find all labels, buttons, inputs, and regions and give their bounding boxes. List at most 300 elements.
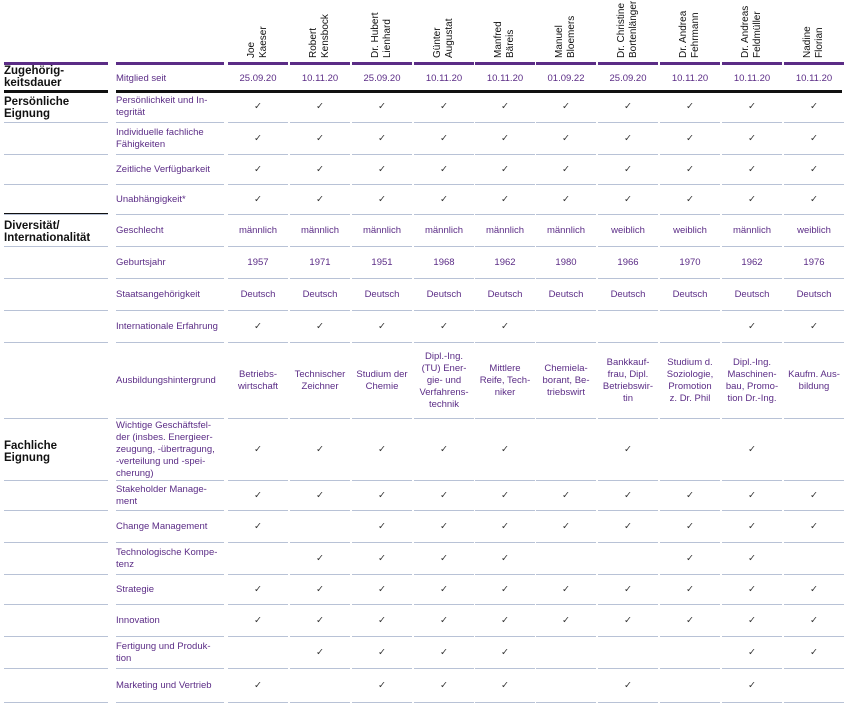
- member-first-name: Dr. Andreas: [740, 5, 751, 58]
- check-icon: ✓: [562, 164, 570, 175]
- cell-value: 10.11.20: [301, 73, 339, 84]
- row-separator: [598, 542, 658, 543]
- cell-value: 10.11.20: [671, 73, 709, 84]
- row-separator: [660, 342, 720, 343]
- cell-value: Deutsch: [796, 289, 832, 300]
- row-separator: [414, 604, 474, 605]
- row-separator: [116, 510, 224, 511]
- check-icon: ✓: [254, 444, 262, 455]
- member-name: [740, 0, 764, 58]
- row-separator: [475, 184, 535, 185]
- check-icon: ✓: [810, 194, 818, 205]
- check-icon: ✓: [440, 133, 448, 144]
- row-separator: [475, 480, 535, 481]
- row-label: Technologische Kompe- tenz: [116, 547, 218, 570]
- row-separator: [475, 418, 535, 419]
- member-last-name: Bäreis: [505, 29, 516, 58]
- row-separator: [228, 510, 288, 511]
- row-separator: [660, 636, 720, 637]
- row-separator: [722, 604, 782, 605]
- row-separator: [290, 184, 350, 185]
- row-separator: [536, 154, 596, 155]
- row-separator: [598, 636, 658, 637]
- check-icon: ✓: [254, 490, 262, 501]
- check-icon: ✓: [686, 164, 694, 175]
- row-separator: [352, 604, 412, 605]
- row-separator: [660, 574, 720, 575]
- row-separator: [4, 510, 108, 511]
- row-separator: [536, 310, 596, 311]
- row-separator: [660, 702, 720, 703]
- row-separator: [116, 636, 224, 637]
- row-separator: [475, 604, 535, 605]
- check-icon: ✓: [316, 490, 324, 501]
- check-icon: ✓: [810, 101, 818, 112]
- cell-value: 1976: [803, 257, 825, 268]
- row-separator: [660, 214, 720, 215]
- cell-value: 10.11.20: [733, 73, 771, 84]
- row-label: Geschlecht: [116, 225, 164, 236]
- check-icon: ✓: [254, 680, 262, 691]
- check-icon: ✓: [748, 521, 756, 532]
- row-separator: [784, 604, 844, 605]
- row-separator: [228, 480, 288, 481]
- check-icon: ✓: [624, 521, 632, 532]
- row-separator: [414, 418, 474, 419]
- row-separator: [722, 542, 782, 543]
- check-icon: ✓: [686, 133, 694, 144]
- row-separator: [784, 184, 844, 185]
- row-separator: [598, 418, 658, 419]
- row-separator: [4, 122, 108, 123]
- row-separator: [352, 342, 412, 343]
- row-separator: [414, 574, 474, 575]
- row-separator: [414, 480, 474, 481]
- check-icon: ✓: [501, 164, 509, 175]
- cell-value: Technischer Zeichner: [294, 369, 346, 392]
- check-icon: ✓: [810, 321, 818, 332]
- cell-value: 01.09.22: [547, 73, 585, 84]
- row-separator: [598, 702, 658, 703]
- check-icon: ✓: [686, 615, 694, 626]
- row-separator: [660, 278, 720, 279]
- cell-value: Kaufm. Aus- bildung: [788, 369, 840, 392]
- row-separator: [352, 480, 412, 481]
- member-header: [598, 0, 658, 64]
- row-separator: [722, 574, 782, 575]
- row-separator: [352, 542, 412, 543]
- check-icon: ✓: [378, 521, 386, 532]
- row-separator: [475, 310, 535, 311]
- section-divider: [4, 90, 108, 93]
- row-separator: [722, 184, 782, 185]
- row-separator: [722, 510, 782, 511]
- cell-value: Deutsch: [734, 289, 770, 300]
- check-icon: ✓: [748, 444, 756, 455]
- header-rule-column: [414, 62, 474, 65]
- row-separator: [784, 636, 844, 637]
- row-separator: [290, 342, 350, 343]
- member-last-name: Fehrmann: [690, 12, 701, 58]
- check-icon: ✓: [378, 133, 386, 144]
- cell-value: Deutsch: [548, 289, 584, 300]
- row-separator: [660, 542, 720, 543]
- cell-value: 25.09.20: [239, 73, 277, 84]
- row-separator: [4, 418, 108, 419]
- row-separator: [352, 668, 412, 669]
- cell-value: 1951: [371, 257, 393, 268]
- row-separator: [598, 246, 658, 247]
- row-separator: [228, 154, 288, 155]
- row-separator: [784, 418, 844, 419]
- member-name: [678, 0, 702, 58]
- member-first-name: Nadine: [802, 26, 813, 58]
- row-separator: [290, 542, 350, 543]
- cell-value: Dipl.-Ing. (TU) Ener- gie- und Verfahrens- technik: [419, 351, 469, 410]
- row-separator: [4, 574, 108, 575]
- row-separator: [784, 154, 844, 155]
- row-separator: [290, 154, 350, 155]
- row-separator: [598, 510, 658, 511]
- cell-value: weiblich: [611, 225, 645, 236]
- cell-value: Deutsch: [610, 289, 646, 300]
- member-last-name: Augustat: [444, 18, 455, 58]
- row-separator: [228, 542, 288, 543]
- check-icon: ✓: [748, 615, 756, 626]
- check-icon: ✓: [501, 444, 509, 455]
- check-icon: ✓: [748, 680, 756, 691]
- check-icon: ✓: [378, 584, 386, 595]
- row-separator: [352, 702, 412, 703]
- row-label: Individuelle fachliche Fähigkeiten: [116, 127, 204, 150]
- row-separator: [290, 122, 350, 123]
- member-name: [493, 0, 517, 58]
- check-icon: ✓: [501, 101, 509, 112]
- row-separator: [722, 636, 782, 637]
- row-separator: [4, 668, 108, 669]
- row-separator: [475, 510, 535, 511]
- cell-value: männlich: [732, 225, 772, 236]
- row-separator: [598, 154, 658, 155]
- row-separator: [414, 702, 474, 703]
- check-icon: ✓: [316, 615, 324, 626]
- member-first-name: Günter: [432, 27, 443, 58]
- cell-value: 1962: [741, 257, 763, 268]
- row-separator: [784, 574, 844, 575]
- row-separator: [784, 122, 844, 123]
- row-separator: [352, 310, 412, 311]
- check-icon: ✓: [748, 584, 756, 595]
- member-header: [660, 0, 720, 64]
- row-label: Ausbildungshintergrund: [116, 375, 216, 386]
- check-icon: ✓: [624, 490, 632, 501]
- row-separator: [598, 668, 658, 669]
- row-separator: [4, 310, 108, 311]
- row-separator: [475, 214, 535, 215]
- row-separator: [228, 342, 288, 343]
- cell-value: männlich: [300, 225, 340, 236]
- check-icon: ✓: [316, 553, 324, 564]
- row-separator: [116, 184, 224, 185]
- row-separator: [536, 122, 596, 123]
- cell-value: 1966: [617, 257, 639, 268]
- row-separator: [722, 278, 782, 279]
- header-rule-column: [228, 62, 288, 65]
- cell-value: 1968: [433, 257, 455, 268]
- check-icon: ✓: [810, 133, 818, 144]
- row-separator: [536, 668, 596, 669]
- row-separator: [4, 154, 108, 155]
- row-separator: [784, 510, 844, 511]
- cell-value: männlich: [424, 225, 464, 236]
- row-separator: [228, 604, 288, 605]
- row-separator: [660, 510, 720, 511]
- check-icon: ✓: [440, 553, 448, 564]
- check-icon: ✓: [378, 444, 386, 455]
- row-separator: [4, 184, 108, 185]
- member-name: [616, 0, 640, 58]
- row-separator: [475, 278, 535, 279]
- check-icon: ✓: [501, 521, 509, 532]
- row-separator: [228, 702, 288, 703]
- check-icon: ✓: [501, 194, 509, 205]
- row-separator: [290, 574, 350, 575]
- row-separator: [598, 278, 658, 279]
- cell-value: männlich: [362, 225, 402, 236]
- row-separator: [722, 480, 782, 481]
- row-separator: [352, 278, 412, 279]
- member-last-name: Bloemers: [566, 15, 577, 58]
- row-separator: [116, 480, 224, 481]
- cell-value: männlich: [546, 225, 586, 236]
- member-name: [802, 0, 826, 58]
- header-rule-column: [290, 62, 350, 65]
- row-separator: [722, 310, 782, 311]
- row-separator: [660, 184, 720, 185]
- check-icon: ✓: [562, 615, 570, 626]
- check-icon: ✓: [501, 553, 509, 564]
- row-separator: [228, 310, 288, 311]
- row-separator: [116, 668, 224, 669]
- check-icon: ✓: [254, 321, 262, 332]
- row-separator: [536, 246, 596, 247]
- cell-value: Studium d. Soziologie, Promotion z. Dr. Phil: [666, 357, 714, 404]
- row-separator: [116, 154, 224, 155]
- header-rule-column: [352, 62, 412, 65]
- row-separator: [290, 636, 350, 637]
- check-icon: ✓: [748, 101, 756, 112]
- check-icon: ✓: [254, 615, 262, 626]
- check-icon: ✓: [748, 490, 756, 501]
- row-separator: [722, 246, 782, 247]
- check-icon: ✓: [624, 194, 632, 205]
- check-icon: ✓: [501, 490, 509, 501]
- check-icon: ✓: [378, 615, 386, 626]
- row-separator: [116, 246, 224, 247]
- check-icon: ✓: [378, 164, 386, 175]
- member-header: [722, 0, 782, 64]
- check-icon: ✓: [440, 444, 448, 455]
- check-icon: ✓: [624, 680, 632, 691]
- check-icon: ✓: [624, 584, 632, 595]
- row-separator: [414, 122, 474, 123]
- member-name: [554, 0, 578, 58]
- row-separator: [475, 702, 535, 703]
- row-separator: [290, 278, 350, 279]
- row-separator: [290, 418, 350, 419]
- row-label: Unabhängigkeit*: [116, 194, 186, 205]
- member-name: [246, 0, 270, 58]
- check-icon: ✓: [562, 584, 570, 595]
- row-separator: [784, 668, 844, 669]
- row-separator: [352, 636, 412, 637]
- row-separator: [290, 702, 350, 703]
- row-separator: [414, 214, 474, 215]
- row-separator: [116, 542, 224, 543]
- row-separator: [4, 702, 108, 703]
- check-icon: ✓: [624, 101, 632, 112]
- check-icon: ✓: [562, 194, 570, 205]
- row-separator: [228, 668, 288, 669]
- row-label: Geburtsjahr: [116, 257, 166, 268]
- check-icon: ✓: [501, 680, 509, 691]
- cell-value: Deutsch: [672, 289, 708, 300]
- check-icon: ✓: [810, 584, 818, 595]
- row-label: Wichtige Geschäftsfel- der (insbes. Energieer- zeugung, -übertragung, -verteilung und -spei- cherung): [116, 420, 215, 479]
- row-separator: [598, 604, 658, 605]
- check-icon: ✓: [748, 194, 756, 205]
- row-separator: [4, 542, 108, 543]
- check-icon: ✓: [316, 321, 324, 332]
- header-rule-column: [598, 62, 658, 65]
- row-separator: [228, 278, 288, 279]
- row-separator: [414, 310, 474, 311]
- row-separator: [4, 342, 108, 343]
- check-icon: ✓: [378, 490, 386, 501]
- member-first-name: Joe: [246, 41, 257, 58]
- member-header: [784, 0, 844, 64]
- row-separator: [414, 510, 474, 511]
- row-separator: [228, 636, 288, 637]
- cell-value: Deutsch: [487, 289, 523, 300]
- row-separator: [536, 636, 596, 637]
- member-first-name: Manuel: [554, 25, 565, 58]
- cell-value: 10.11.20: [486, 73, 524, 84]
- check-icon: ✓: [748, 164, 756, 175]
- row-separator: [722, 342, 782, 343]
- member-header: [536, 0, 596, 64]
- check-icon: ✓: [378, 101, 386, 112]
- row-separator: [660, 418, 720, 419]
- cell-value: Deutsch: [240, 289, 276, 300]
- header-rule-column: [475, 62, 535, 65]
- cell-value: 1970: [679, 257, 701, 268]
- member-name: [432, 0, 456, 58]
- cell-value: weiblich: [797, 225, 831, 236]
- cell-value: 25.09.20: [609, 73, 647, 84]
- check-icon: ✓: [440, 101, 448, 112]
- row-separator: [352, 510, 412, 511]
- row-separator: [722, 122, 782, 123]
- check-icon: ✓: [254, 164, 262, 175]
- row-separator: [598, 122, 658, 123]
- cell-value: 1971: [309, 257, 331, 268]
- check-icon: ✓: [501, 615, 509, 626]
- member-last-name: Lienhard: [382, 19, 393, 58]
- cell-value: Bankkauf- frau, Dipl. Betriebswir- tin: [602, 357, 654, 404]
- row-separator: [722, 418, 782, 419]
- check-icon: ✓: [624, 615, 632, 626]
- row-separator: [414, 278, 474, 279]
- check-icon: ✓: [378, 647, 386, 658]
- row-separator: [784, 214, 844, 215]
- check-icon: ✓: [686, 521, 694, 532]
- check-icon: ✓: [686, 584, 694, 595]
- row-label: Staatsangehörigkeit: [116, 289, 200, 300]
- row-separator: [660, 154, 720, 155]
- row-label: Strategie: [116, 584, 155, 595]
- row-separator: [536, 604, 596, 605]
- row-label: Mitglied seit: [116, 73, 167, 84]
- member-header: [228, 0, 288, 64]
- row-separator: [352, 214, 412, 215]
- row-separator: [475, 154, 535, 155]
- row-separator: [784, 278, 844, 279]
- section-title-fachlich: Fachliche Eignung: [4, 440, 58, 464]
- row-separator: [116, 418, 224, 419]
- check-icon: ✓: [440, 647, 448, 658]
- check-icon: ✓: [748, 553, 756, 564]
- cell-value: Betriebs- wirtschaft: [237, 369, 279, 392]
- cell-value: Deutsch: [426, 289, 462, 300]
- check-icon: ✓: [316, 133, 324, 144]
- row-label: Innovation: [116, 615, 160, 626]
- check-icon: ✓: [810, 521, 818, 532]
- row-separator: [414, 636, 474, 637]
- member-last-name: Feldmüller: [752, 11, 763, 58]
- row-separator: [4, 214, 108, 215]
- row-separator: [536, 574, 596, 575]
- row-separator: [475, 636, 535, 637]
- row-separator: [475, 122, 535, 123]
- check-icon: ✓: [316, 164, 324, 175]
- check-icon: ✓: [316, 584, 324, 595]
- section-title-persoenlich: Persönliche Eignung: [4, 96, 70, 120]
- cell-value: 1980: [555, 257, 577, 268]
- check-icon: ✓: [748, 647, 756, 658]
- check-icon: ✓: [748, 321, 756, 332]
- check-icon: ✓: [501, 647, 509, 658]
- check-icon: ✓: [748, 133, 756, 144]
- check-icon: ✓: [378, 321, 386, 332]
- row-separator: [536, 702, 596, 703]
- cell-value: Deutsch: [364, 289, 400, 300]
- section-title-diversitaet: Diversität/ Internationalität: [4, 220, 91, 244]
- row-separator: [228, 184, 288, 185]
- row-separator: [536, 510, 596, 511]
- row-separator: [290, 480, 350, 481]
- header-rule-column: [660, 62, 720, 65]
- check-icon: ✓: [440, 521, 448, 532]
- member-last-name: Kaeser: [258, 26, 269, 58]
- row-separator: [598, 480, 658, 481]
- check-icon: ✓: [254, 584, 262, 595]
- row-separator: [228, 246, 288, 247]
- row-separator: [4, 278, 108, 279]
- row-separator: [4, 604, 108, 605]
- row-separator: [598, 184, 658, 185]
- row-separator: [722, 668, 782, 669]
